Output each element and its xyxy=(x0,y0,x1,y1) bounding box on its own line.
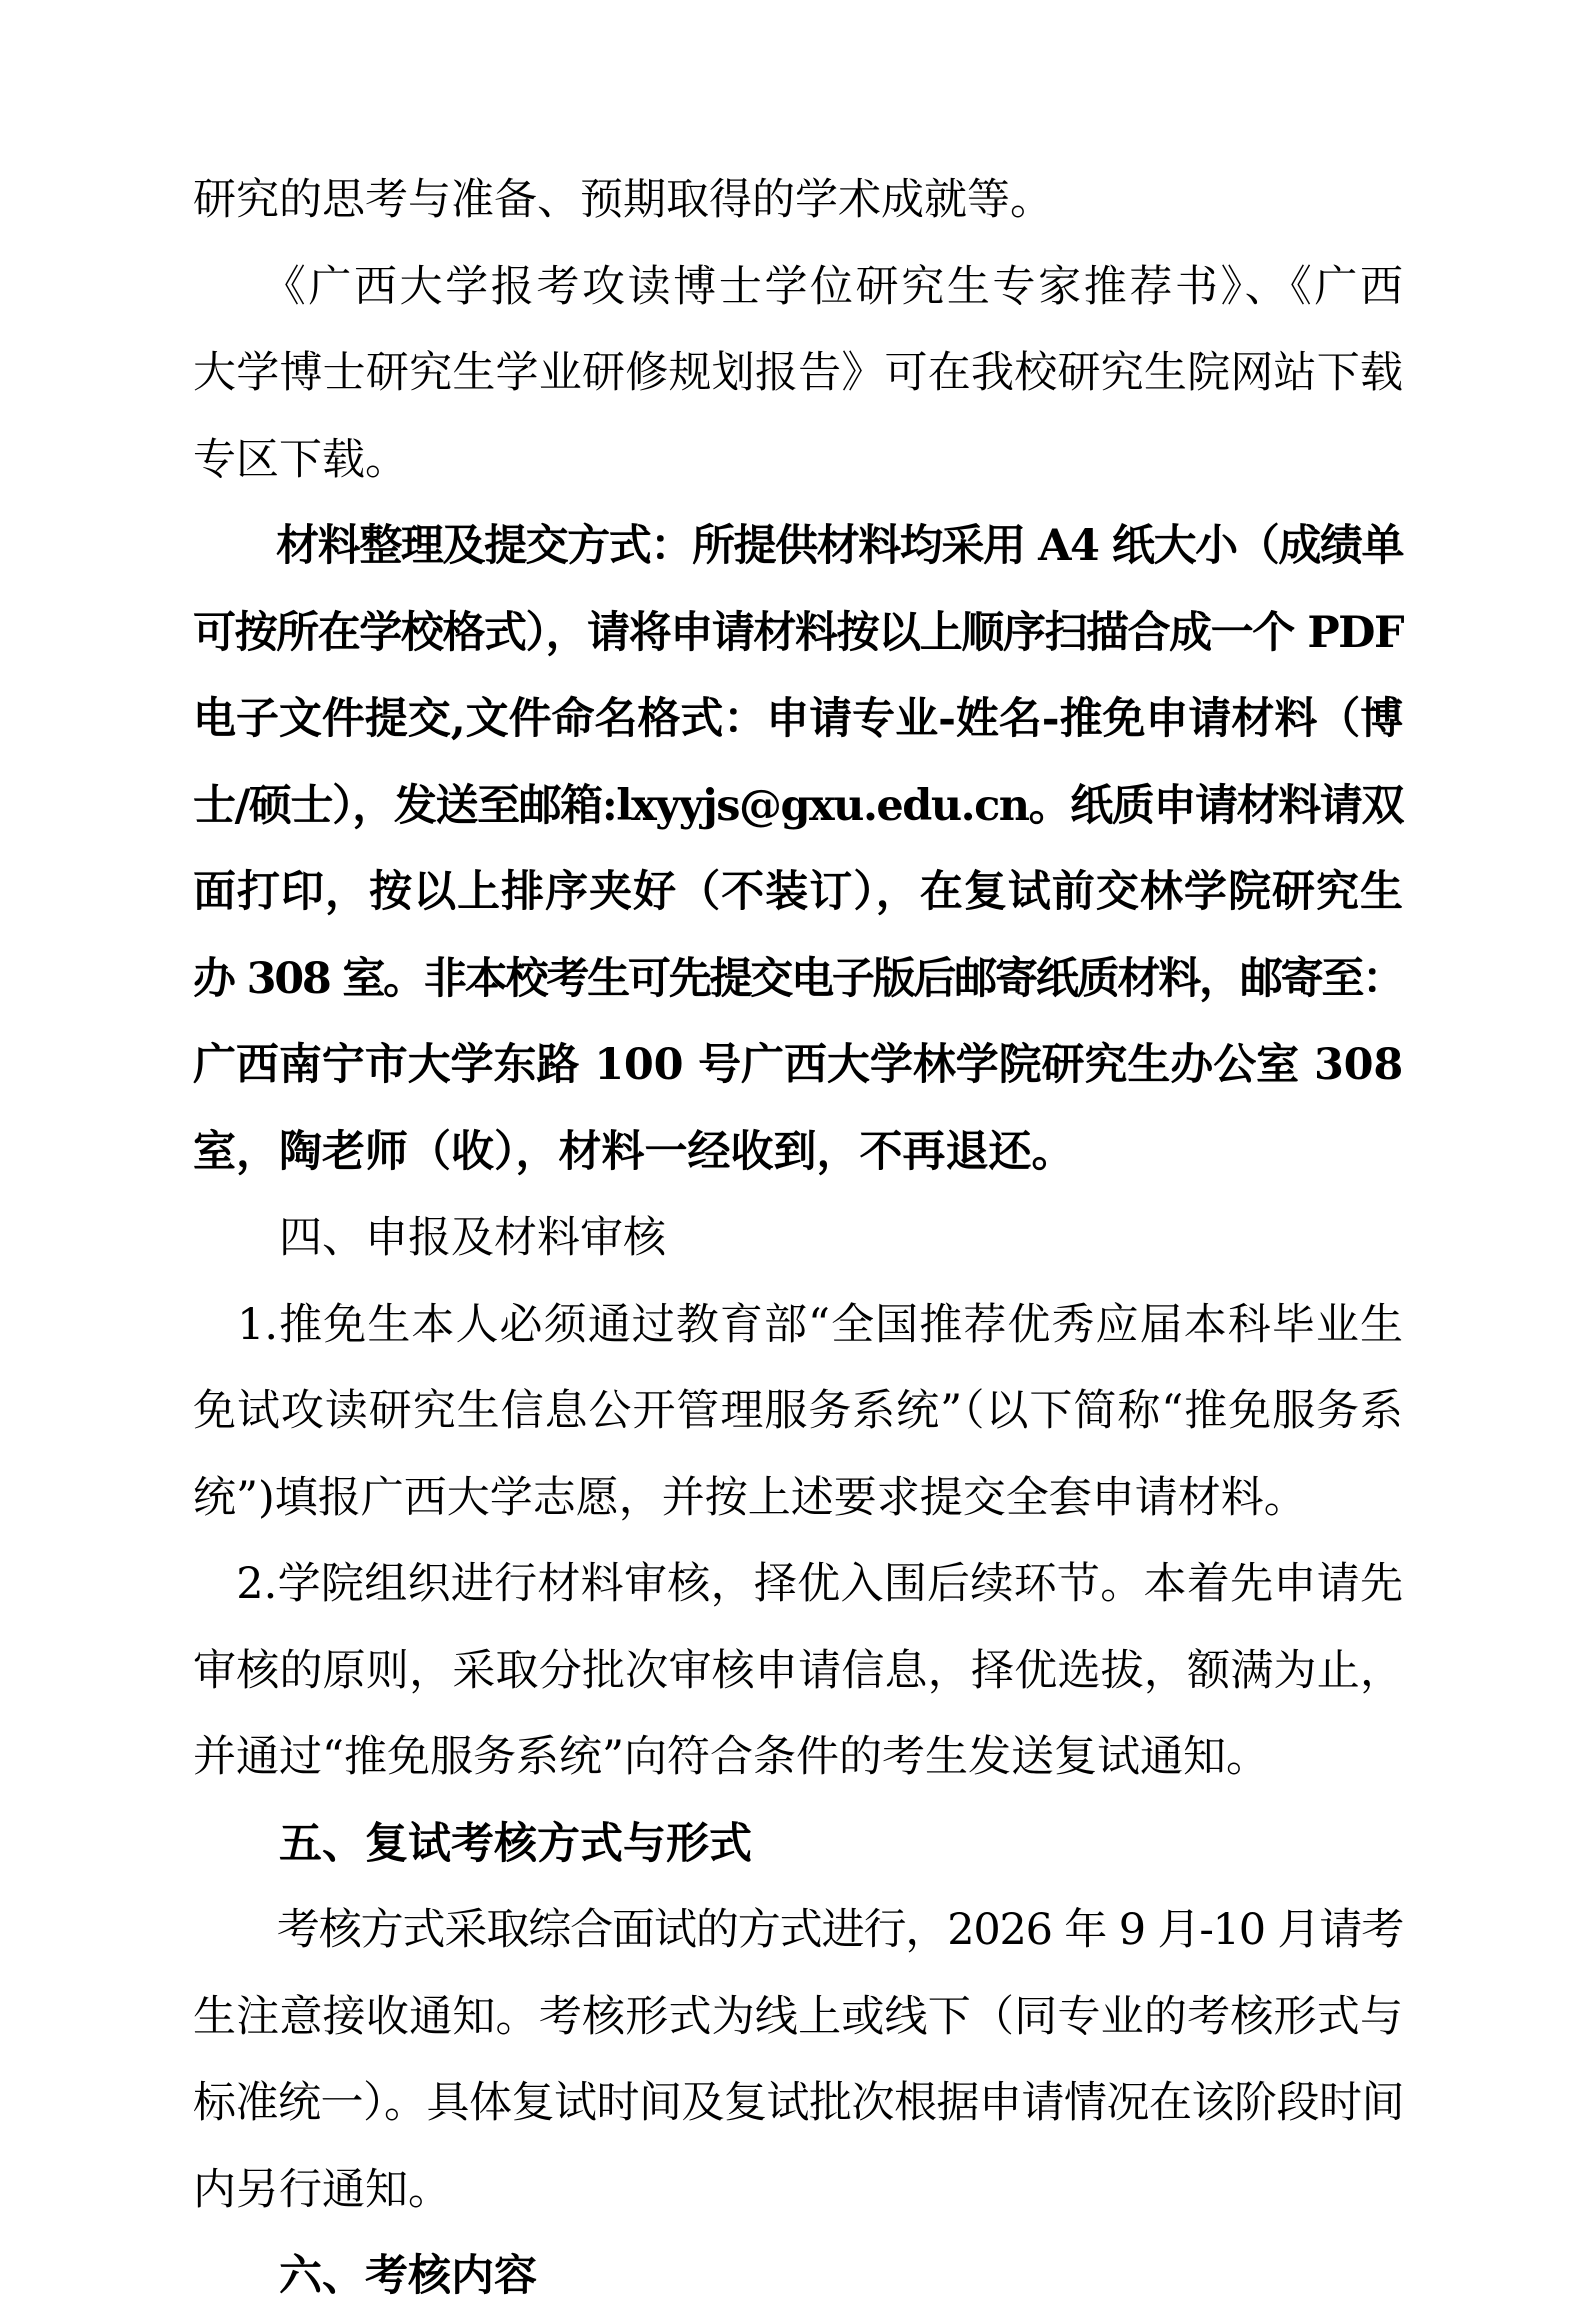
paragraph-line: 统”)填报广西大学志愿，并按上述要求提交全套申请材料。 xyxy=(193,1473,1307,1523)
paragraph-line: 士/硕士），发送至邮箱:lxyyjs@gxu.edu.cn。纸质申请材料请双 xyxy=(193,781,1403,831)
paragraph-line: 考核方式采取综合面试的方式进行，2026 年 9 月-10 月请考 xyxy=(193,1905,1403,1955)
paragraph-line: 并通过“推免服务系统”向符合条件的考生发送复试通知。 xyxy=(193,1732,1269,1782)
section-heading: 四、申报及材料审核 xyxy=(193,1213,666,1263)
paragraph-line: 办 308 室。非本校考生可先提交电子版后邮寄纸质材料，邮寄至： xyxy=(193,954,1403,1004)
paragraph-line: 大学博士研究生学业研修规划报告》可在我校研究生院网站下载 xyxy=(193,348,1403,398)
paragraph-line: 室，陶老师（收），材料一经收到，不再退还。 xyxy=(193,1127,1075,1177)
paragraph-line: 2.学院组织进行材料审核，择优入围后续环节。本着先申请先 xyxy=(193,1559,1403,1609)
paragraph-line: 标准统一）。具体复试时间及复试批次根据申请情况在该阶段时间 xyxy=(193,2078,1404,2128)
paragraph-line: 研究的思考与准备、预期取得的学术成就等。 xyxy=(193,175,1053,225)
paragraph-line: 电子文件提交,文件命名格式：申请专业-姓名-推免申请材料（博 xyxy=(193,694,1403,744)
section-heading: 五、复试考核方式与形式 xyxy=(193,1819,752,1869)
paragraph-line: 面打印，按以上排序夹好（不装订），在复试前交林学院研究生 xyxy=(193,867,1403,917)
paragraph-line: 材料整理及提交方式：所提供材料均采用 A4 纸大小（成绩单 xyxy=(193,521,1403,571)
paragraph-line: 专区下载。 xyxy=(193,435,408,485)
paragraph-line: 《广西大学报考攻读博士学位研究生专家推荐书》、《广西 xyxy=(193,262,1403,312)
paragraph-line: 审核的原则，采取分批次审核申请信息，择优选拔，额满为止， xyxy=(193,1646,1403,1696)
paragraph-line: 生注意接收通知。考核形式为线上或线下（同专业的考核形式与 xyxy=(193,1992,1403,2042)
paragraph-line: 1.推免生本人必须通过教育部“全国推荐优秀应届本科毕业生 xyxy=(193,1300,1403,1350)
paragraph-line: 免试攻读研究生信息公开管理服务系统”（以下简称“推免服务系 xyxy=(193,1386,1403,1436)
paragraph-line: 广西南宁市大学东路 100 号广西大学林学院研究生办公室 308 xyxy=(193,1040,1403,1090)
paragraph-line: 可按所在学校格式），请将申请材料按以上顺序扫描合成一个 PDF xyxy=(193,608,1403,658)
section-heading: 六、考核内容 xyxy=(193,2251,537,2301)
paragraph-line: 内另行通知。 xyxy=(193,2165,451,2215)
